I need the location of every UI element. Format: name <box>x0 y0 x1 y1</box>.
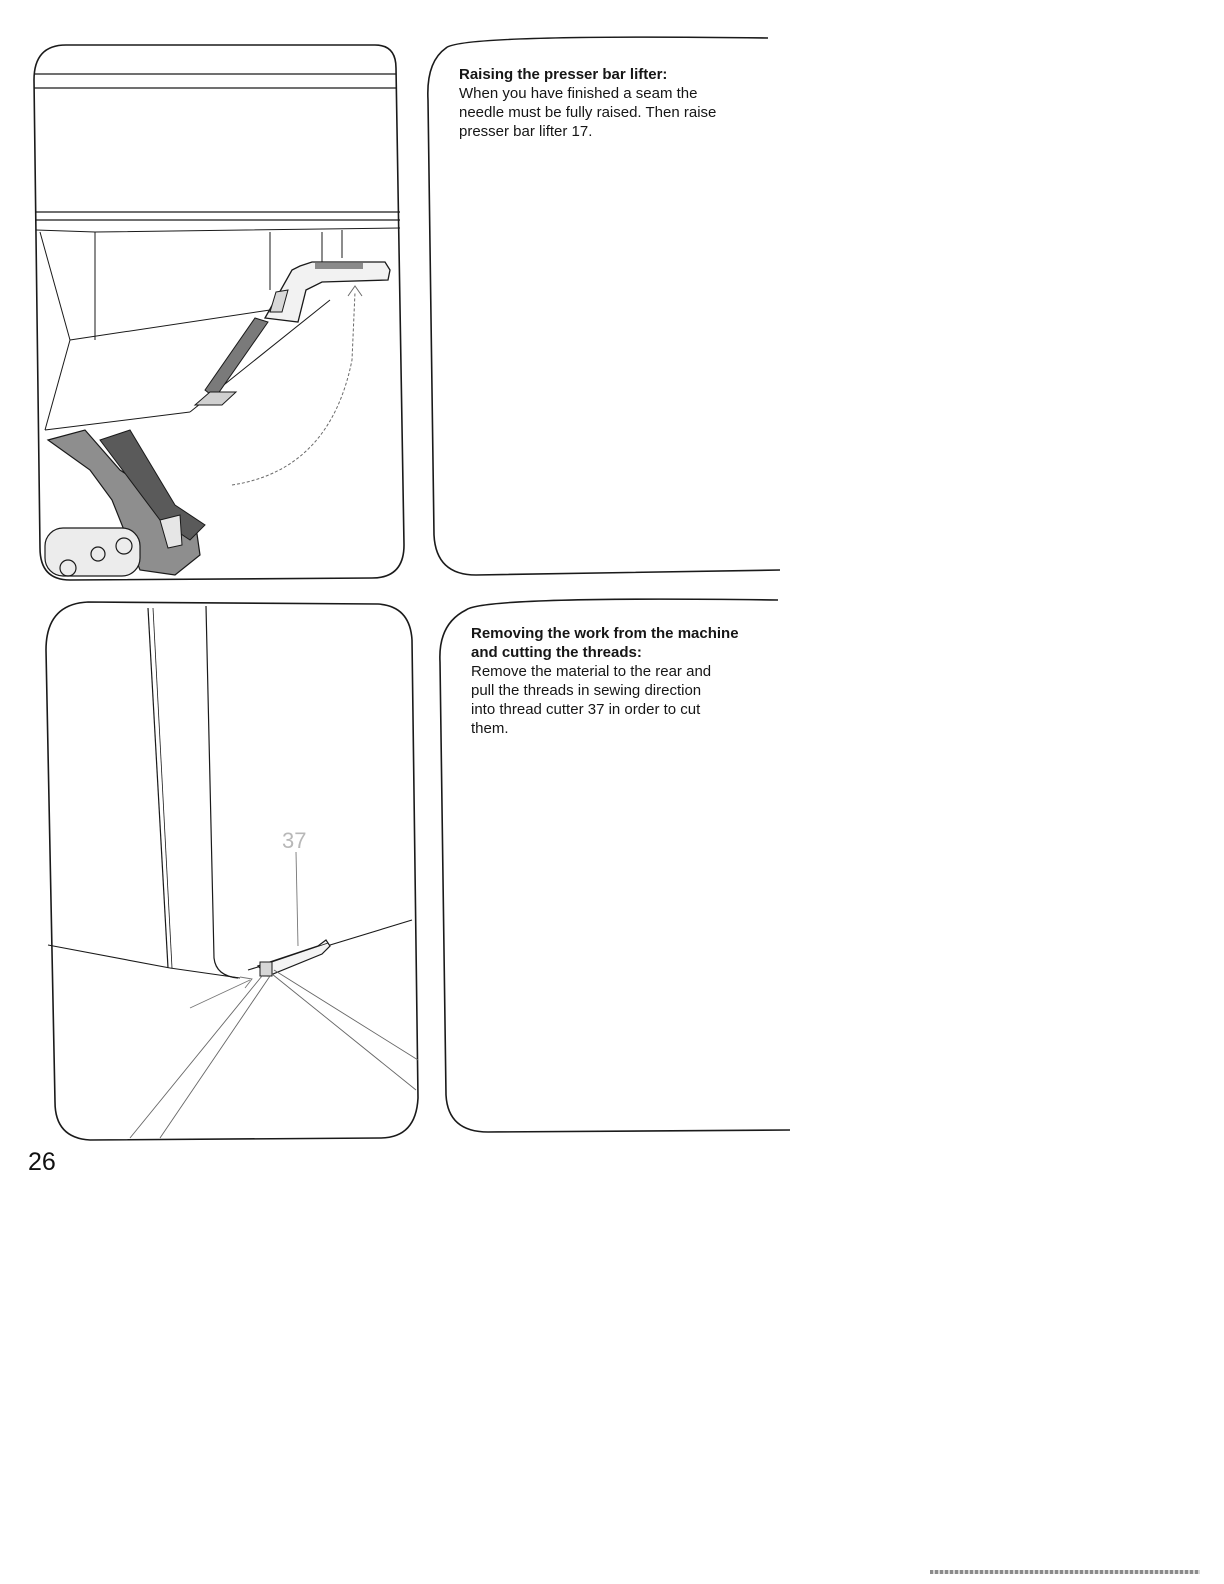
thread-cutter-illustration <box>0 590 440 1150</box>
scan-edge-mark <box>930 1570 1200 1574</box>
section-body-line: pull the threads in sewing direction <box>471 682 702 699</box>
section-body-line: them. <box>471 720 509 737</box>
section-body-line: Remove the material to the rear and <box>471 663 712 680</box>
section-body-line: When you have finished a seam the <box>459 85 698 102</box>
page-number: 26 <box>28 1148 56 1176</box>
section-heading: Raising the presser bar lifter: <box>459 66 668 83</box>
section-cutting-threads <box>471 624 791 738</box>
section-heading-line: Removing the work from the machine <box>471 625 739 642</box>
section-presser-bar <box>459 65 779 141</box>
section-body-line: presser bar lifter 17. <box>459 123 593 140</box>
section-heading-line: and cutting the threads: <box>471 644 642 661</box>
section-body-line: needle must be fully raised. Then raise <box>459 104 717 121</box>
section-body-line: into thread cutter 37 in order to cut <box>471 701 701 718</box>
thread-cutter-callout: 37 <box>282 828 307 853</box>
presser-bar-illustration <box>0 0 420 590</box>
